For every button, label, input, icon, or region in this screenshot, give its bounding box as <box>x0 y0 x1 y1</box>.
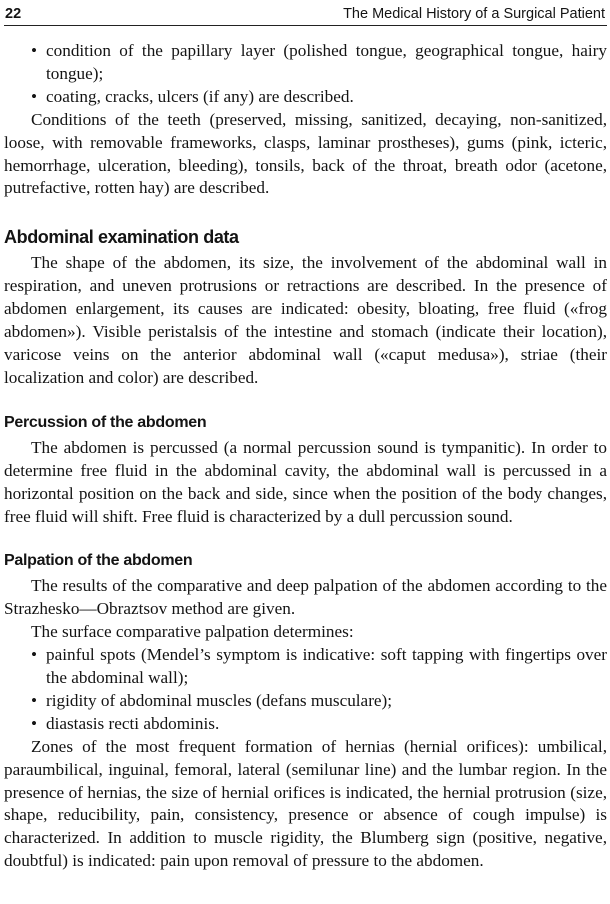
page-number: 22 <box>5 6 22 22</box>
list-item: • diastasis recti abdominis. <box>4 713 607 736</box>
palpation-bullet-list <box>4 644 607 736</box>
subsection-heading-percussion: Percussion of the abdomen <box>4 413 207 431</box>
list-item: • coating, cracks, ulcers (if any) are described. <box>4 86 607 109</box>
subsection-heading-palpation: Palpation of the abdomen <box>4 552 193 570</box>
running-title: The Medical History of a Surgical Patient <box>343 6 605 22</box>
page-body <box>4 40 607 873</box>
percussion-paragraph: The abdomen is percussed (a normal percussion sound is tympanitic). In order to determine free fluid in the abdominal cavity, the abdominal wall is percussed in a horizontal position on the back and side, since when the position of the body changes, free fluid will shift. Free fluid is characterized by a dull percussion sound. <box>4 437 607 526</box>
palpation-paragraph-1: The results of the comparative and deep palpation of the abdomen according to the Strazhesko—Obraztsov method are given. <box>4 576 607 619</box>
section-heading-abdominal-examination: Abdominal examination data <box>4 227 239 248</box>
teeth-paragraph: Conditions of the teeth (preserved, missing, sanitized, decaying, non-sanitized, loose, with removable frameworks, clasps, laminar prostheses), gums (pink, icteric, hemorrhage, ulceration, bleeding), tonsils, back of the throat, breath odor (acetone, putrefactive, rotten hay) are described. <box>4 109 607 198</box>
palpation-paragraph-2: The surface comparative palpation determines: <box>31 622 354 642</box>
list-item: • condition of the papillary layer (polished tongue, geographical tongue, hairy tongue); <box>4 40 607 86</box>
page-header <box>4 3 607 26</box>
list-item: • painful spots (Mendel’s symptom is indicative: soft tapping with fingertips over the abdominal wall); <box>4 644 607 690</box>
abdominal-paragraph: The shape of the abdomen, its size, the involvement of the abdominal wall in respiration, and uneven protrusions or retractions are described. In the presence of abdomen enlargement, its causes are indicated: obesity, bloating, free fluid («frog abdomen»). Visible peristalsis of the intestine and stomach (indicate their location), varicose veins on the anterior abdominal wall («caput medusa»), striae (their localization and color) are described. <box>4 253 607 387</box>
list-item: • rigidity of abdominal muscles (defans musculare); <box>4 690 607 713</box>
hernia-paragraph: Zones of the most frequent formation of hernias (hernial orifices): umbilical, paraumbilical, inguinal, femoral, lateral (semilunar line) and the lumbar region. In the presence of hernias, the size of hernial orifices is indicated, the hernial protrusion (size, shape, reducibility, pain, consistency, presence or absence of cough impulse) is characterized. In addition to muscle rigidity, the Blumberg sign (positive, negative, doubtful) is indicated: pain upon removal of pressure to the abdomen. <box>4 736 607 871</box>
intro-bullet-list <box>4 40 607 109</box>
